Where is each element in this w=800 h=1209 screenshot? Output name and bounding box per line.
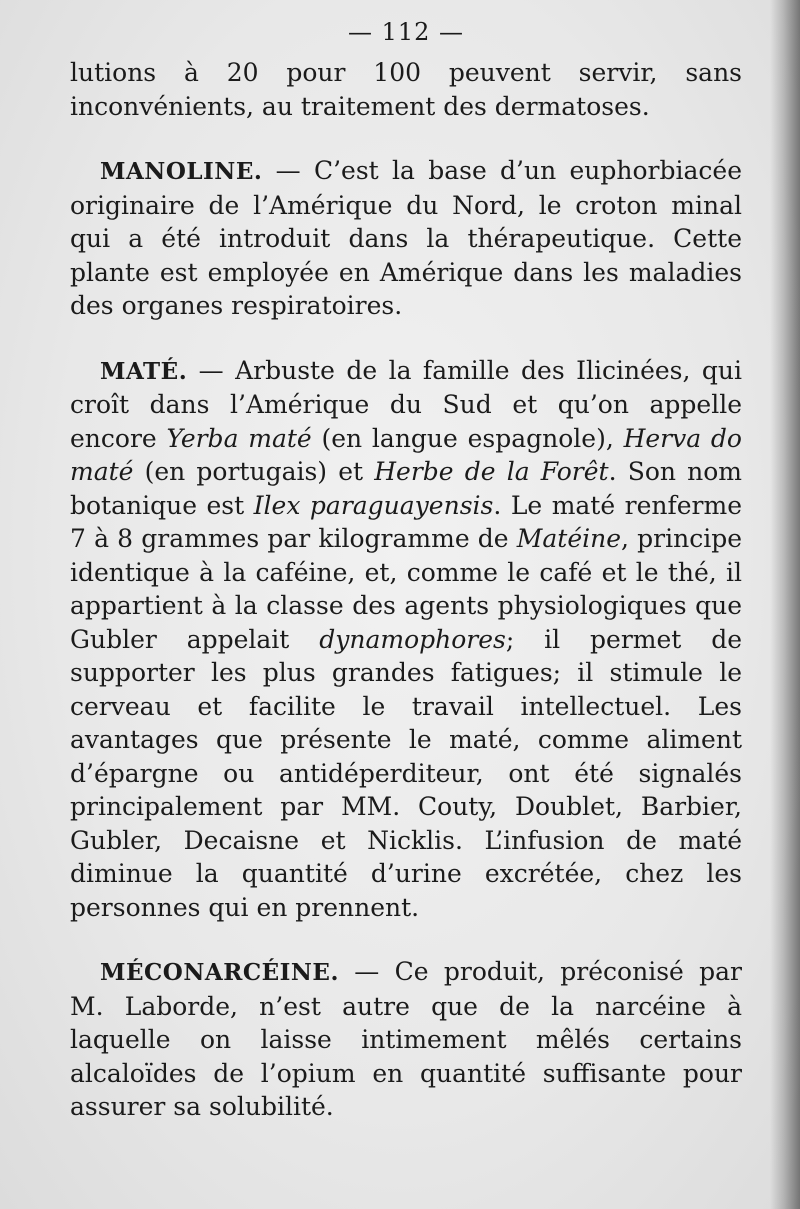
paragraph-text: lutions à 20 pour 100 peuvent servir, sans inconvénients, au traitement des dermatoses. [70,58,742,121]
italic-term: Yerba maté [166,423,312,453]
headword-meconarceine: MÉCONARCÉINE. [100,959,339,986]
entry-text: (en portugais) et [133,457,375,486]
page-text-block [70,14,742,1155]
entry-text: . Le maté renferme 7 à 8 grammes par kilogramme de [70,490,742,553]
entry-text: ; il permet de supporter les plus grandes fatigues; il stimule le cerveau et facilite le travail intellectuel. Les avantages que présente le maté, comme aliment d’épargne ou antidéperditeur, ont été signalés principalement par MM. Couty, Doublet, Barbier, Gubler, Decaisne et Nicklis. L’infusion de maté diminue la quantité d’urine excrétée, chez les personnes qui en prennent. [70,624,743,922]
entry-text: — C’est la base d’un euphorbiacée originaire de l’Amérique du Nord, le croton minal qui a été introduit dans la thérapeutique. Cette plante est employée en Amérique dans les maladies des organes respiratoires. [70,156,742,320]
italic-term: Matéine [516,524,622,553]
headword-manoline: MANOLINE. [100,158,263,185]
entry-mate [70,354,742,925]
entry-manoline [70,154,742,323]
paragraph-continuation [70,56,742,123]
italic-term: Ilex paraguayensis [253,490,494,520]
italic-term: dynamophores [319,624,506,654]
page-binding-shadow [770,0,800,1209]
entry-text: — Arbuste de la famille des Ilicinées, qui croît dans l’Amérique du Sud et qu’on appelle encore [70,355,742,453]
entry-meconarceine [70,955,742,1124]
italic-term: Herbe de la Forêt [374,457,609,486]
entry-text: (en langue espagnole), [311,423,624,453]
page-number: — 112 — [347,18,465,46]
headword-mate: MATÉ. [100,357,188,385]
entry-text: , principe identique à la caféine, et, comme le café et le thé, il appartient à la classe des agents physiologiques que Gubler appelait [70,524,743,654]
entry-text: — Ce produit, préconisé par M. Laborde, n’est autre que de la narcéine à laquelle on laisse intimement mêlés certains alcaloïdes de l’opium en quantité suffisante pour assurer sa solubilité. [70,957,742,1121]
entry-text: . Son nom botanique est [70,457,742,520]
italic-term: Herva do maté [70,423,742,486]
